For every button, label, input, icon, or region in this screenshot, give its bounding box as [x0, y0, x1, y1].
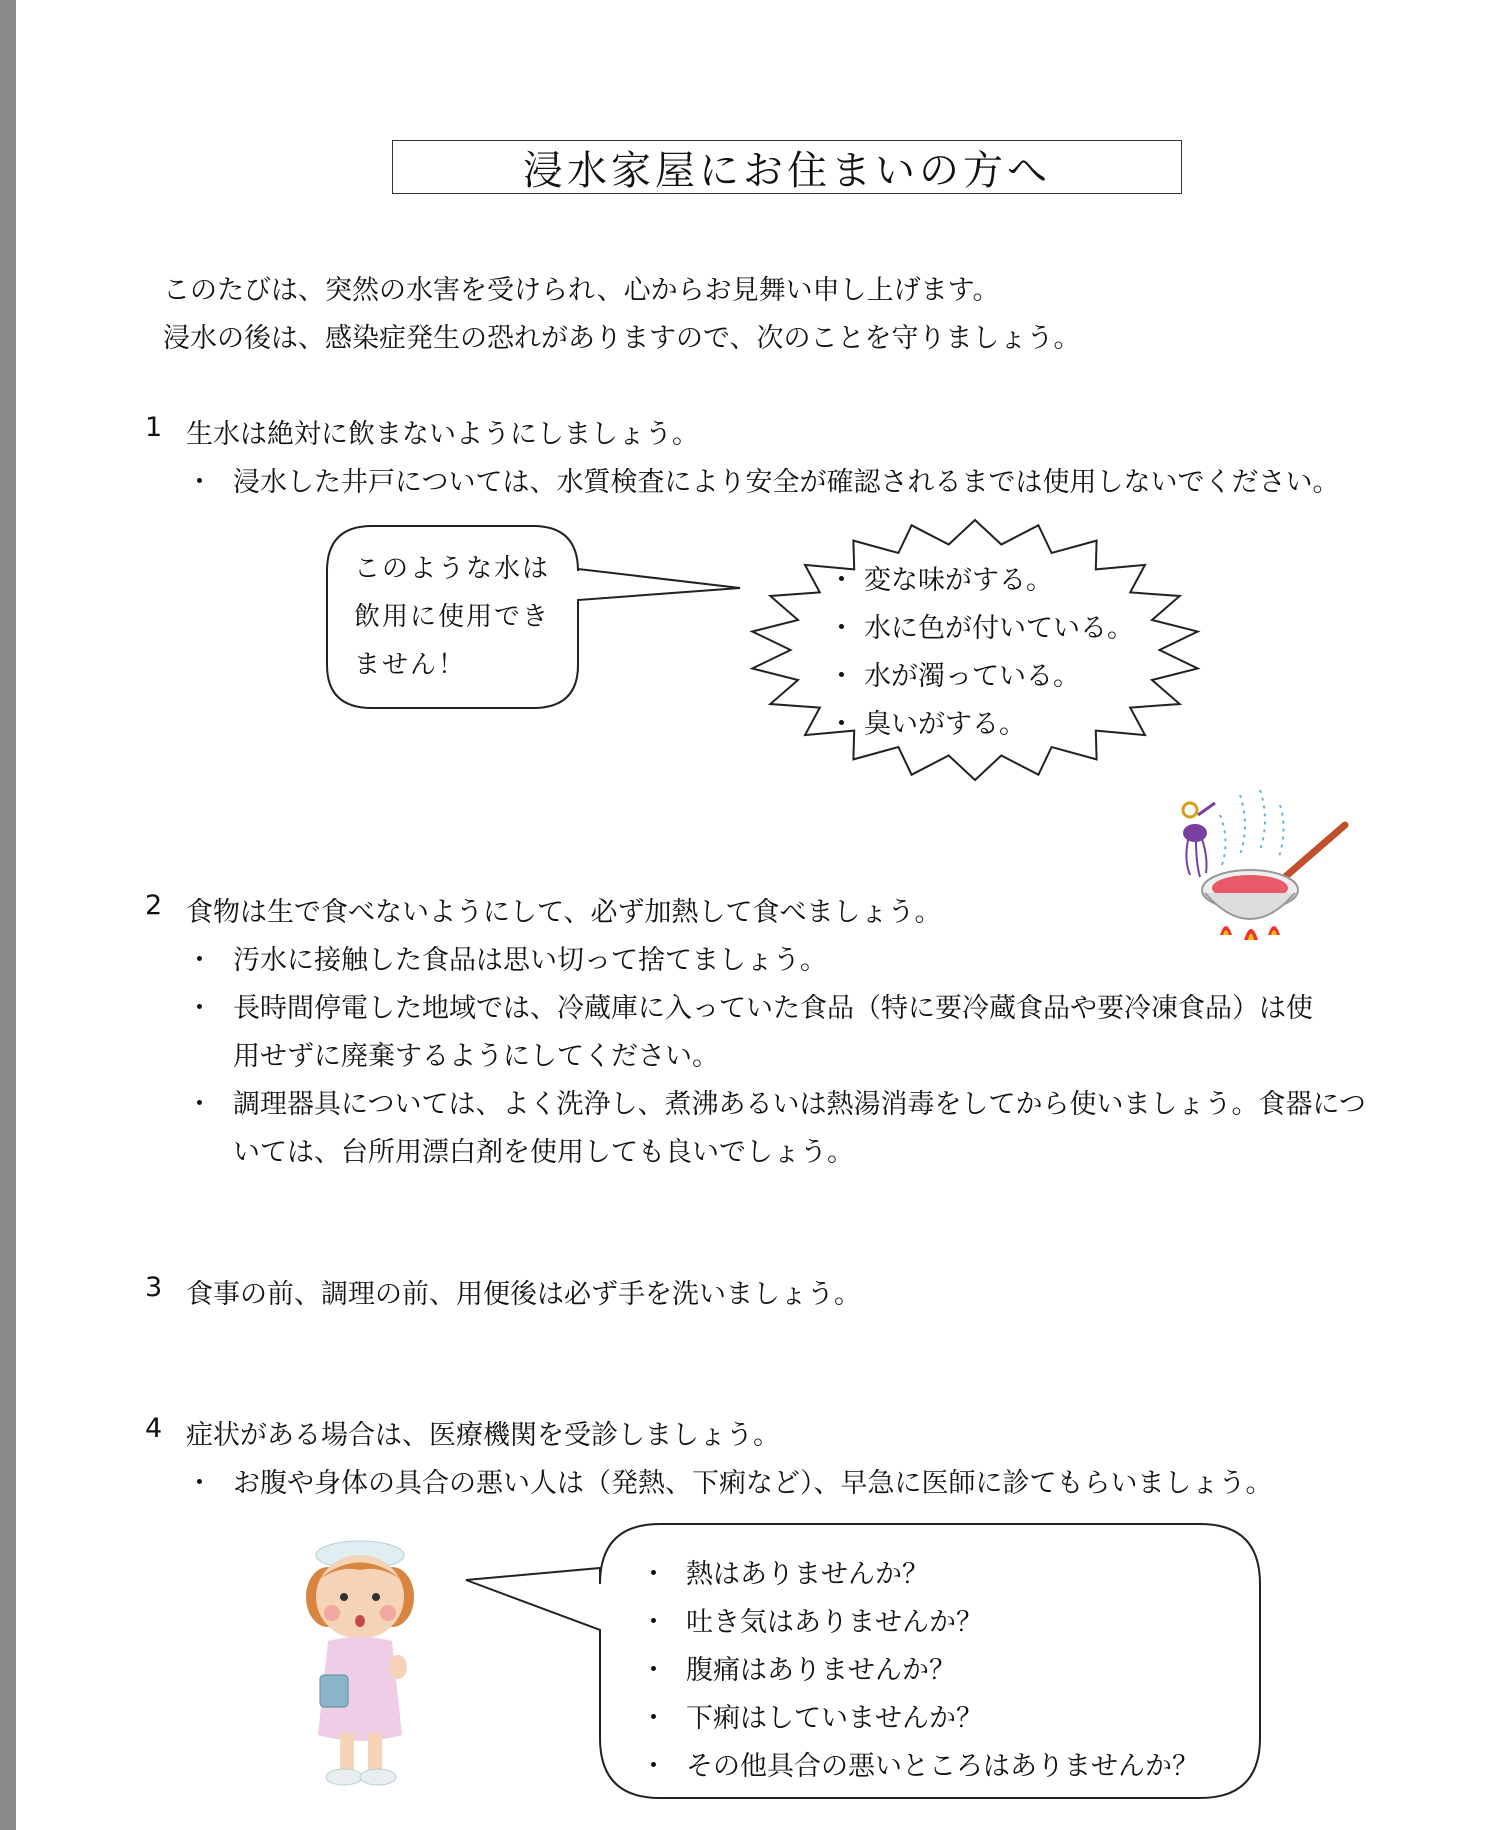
- section-3-heading: 食事の前、調理の前、用便後は必ず手を洗いましょう。: [186, 1279, 861, 1310]
- water-bubble-line-1: このような水は: [354, 554, 551, 584]
- section-2-bullet-3: 調理器具については、よく洗浄し、煮沸あるいは熱湯消毒をしてから使いましょう。食器につ: [233, 1089, 1366, 1120]
- water-sign-3: 水が濁っている。: [864, 661, 1080, 692]
- section-1-number: 1: [145, 412, 163, 443]
- bullet-dot: ・: [186, 993, 213, 1024]
- symptom-question-1: 熱はありませんか？: [686, 1559, 929, 1590]
- cooking-pan-illustration: [1160, 785, 1360, 955]
- water-callout-shapes: [0, 0, 1507, 800]
- section-1-heading: 生水は絶対に飲まないようにしましょう。: [186, 419, 699, 450]
- bullet-dot: ・: [828, 613, 855, 644]
- bullet-dot: ・: [828, 661, 855, 692]
- section-2-bullet-2-cont: 用せずに廃棄するようにしてください。: [233, 1041, 719, 1072]
- bullet-dot: ・: [640, 1751, 667, 1782]
- bullet-dot: ・: [640, 1607, 667, 1638]
- section-2-bullet-3-cont: いては、台所用漂白剤を使用しても良いでしょう。: [233, 1137, 854, 1168]
- section-4-heading: 症状がある場合は、医療機関を受診しましょう。: [186, 1420, 780, 1451]
- bullet-dot: ・: [640, 1703, 667, 1734]
- bullet-dot: ・: [640, 1655, 667, 1686]
- nurse-illustration: [280, 1525, 440, 1795]
- intro-line-2: 浸水の後は、感染症発生の恐れがありますので、次のことを守りましょう。: [163, 323, 1081, 354]
- bullet-dot: ・: [186, 945, 213, 976]
- water-sign-2: 水に色が付いている。: [864, 613, 1134, 644]
- intro-line-1: このたびは、突然の水害を受けられ、心からお見舞い申し上げます。: [163, 275, 1000, 306]
- water-bubble-line-2: 飲用に使用でき: [354, 602, 551, 632]
- water-bubble-line-3: ません！: [354, 650, 467, 680]
- section-1-bullet-1: 浸水した井戸については、水質検査により安全が確認されるまでは使用しないでください。: [233, 467, 1340, 498]
- symptom-question-3: 腹痛はありませんか？: [686, 1655, 956, 1686]
- water-sign-4: 臭いがする。: [864, 709, 1026, 740]
- section-2-number: 2: [145, 890, 163, 921]
- water-sign-1: 変な味がする。: [864, 565, 1053, 596]
- section-2-heading: 食物は生で食べないようにして、必ず加熱して食べましょう。: [186, 897, 942, 928]
- section-2-bullet-1: 汚水に接触した食品は思い切って捨てましょう。: [233, 945, 827, 976]
- section-4-bullet-1: お腹や身体の具合の悪い人は（発熱、下痢など）、早急に医師に診てもらいましょう。: [233, 1468, 1273, 1499]
- symptom-question-5: その他具合の悪いところはありませんか？: [686, 1751, 1199, 1782]
- bullet-dot: ・: [640, 1559, 667, 1590]
- bullet-dot: ・: [186, 1089, 213, 1120]
- section-2-bullet-2: 長時間停電した地域では、冷蔵庫に入っていた食品（特に要冷蔵食品や要冷凍食品）は使: [233, 993, 1313, 1024]
- section-3-number: 3: [145, 1272, 163, 1303]
- section-4-number: 4: [145, 1413, 163, 1444]
- bullet-dot: ・: [186, 467, 213, 498]
- page-title: 浸水家屋にお住まいの方へ: [523, 147, 1051, 194]
- bullet-dot: ・: [828, 709, 855, 740]
- symptom-question-4: 下痢はしていませんか？: [686, 1703, 983, 1734]
- symptom-question-2: 吐き気はありませんか？: [686, 1607, 983, 1638]
- bullet-dot: ・: [186, 1468, 213, 1499]
- bullet-dot: ・: [828, 565, 855, 596]
